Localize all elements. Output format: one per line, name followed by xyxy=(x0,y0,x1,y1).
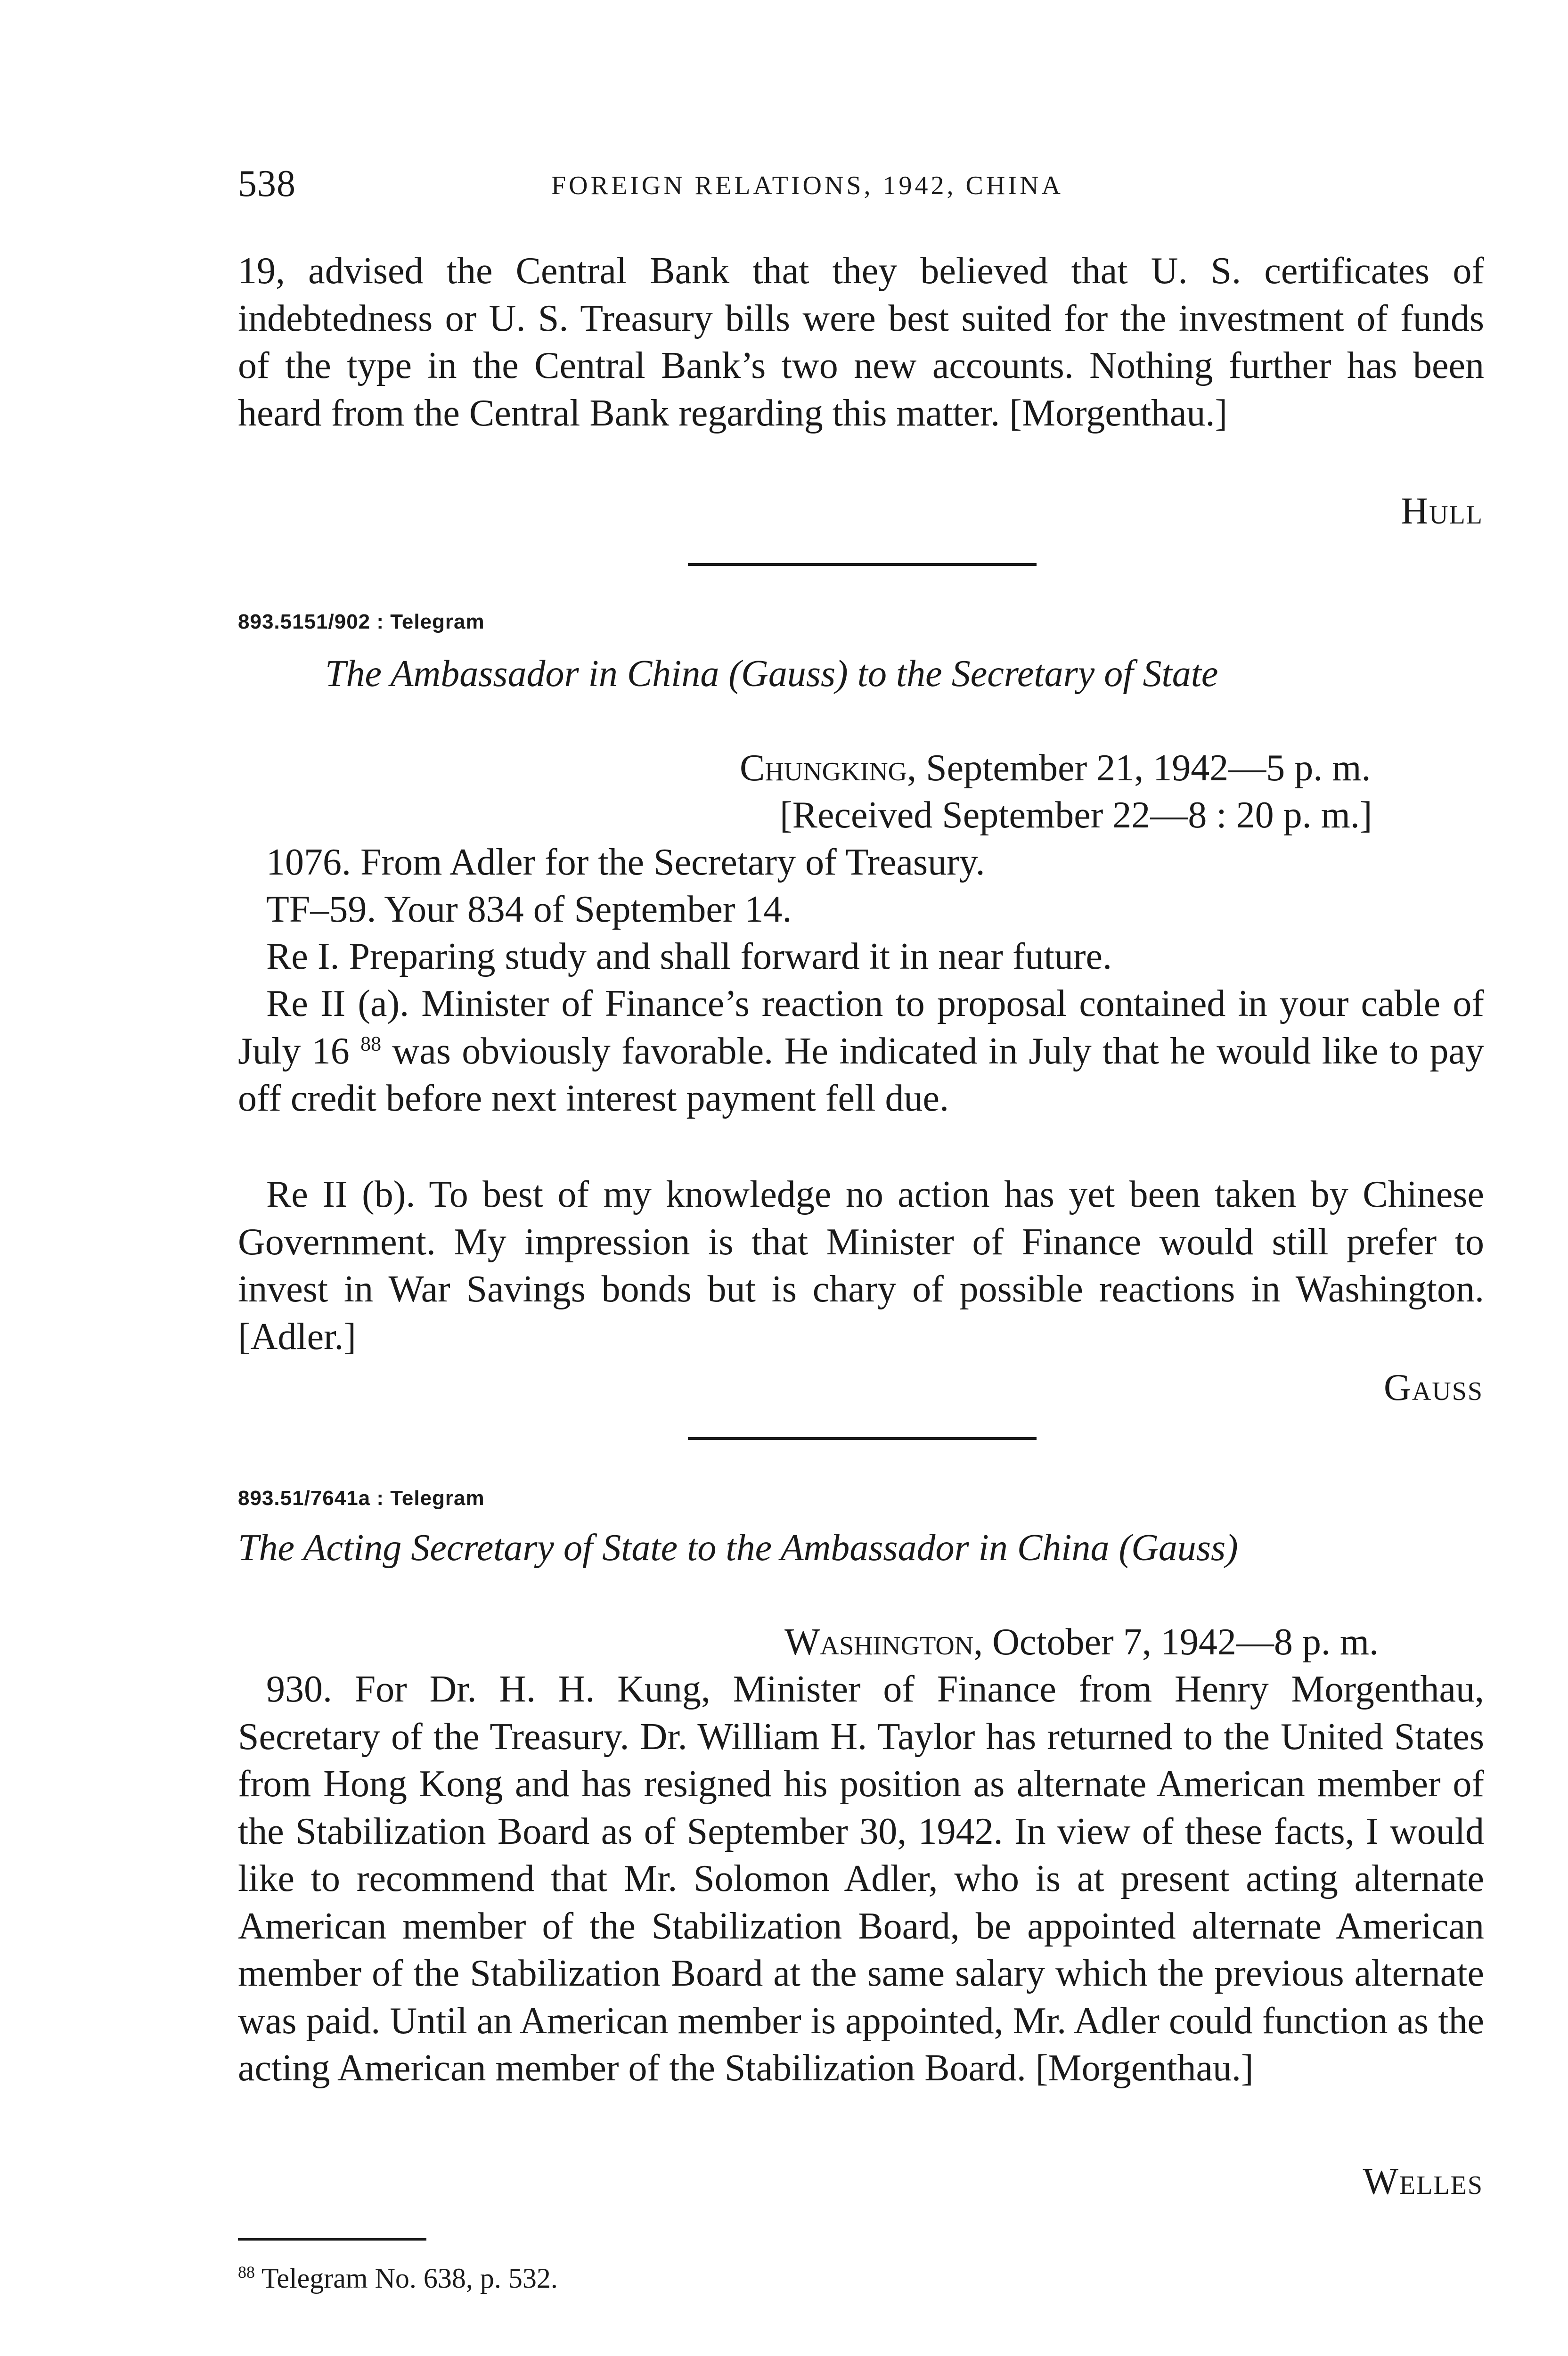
signature-gauss: Gauss xyxy=(1384,1367,1483,1408)
footnote-text: Telegram No. 638, p. 532. xyxy=(255,2263,558,2294)
paragraph-text: Re II (a). Minister of Finance’s reaction to proposal contained in your cable of July 16 xyxy=(238,983,1484,1072)
message-line: 1076. From Adler for the Secretary of Treasury. xyxy=(266,842,985,883)
paragraph-text: was obviously favorable. He indicated in July that he would like to pay off credit before next interest payment fell due. xyxy=(238,1030,1485,1119)
page-number: 538 xyxy=(238,163,296,205)
footnote-rule xyxy=(238,2238,426,2241)
received-line: [Received September 22—8 : 20 p. m.] xyxy=(780,794,1372,836)
footnote xyxy=(238,2262,558,2295)
signature-hull: Hull xyxy=(1401,491,1483,532)
section-divider xyxy=(688,563,1037,566)
paragraph-re-iib: Re II (b). To best of my knowledge no action has yet been taken by Chinese Government. My impression is that Minister of Finance would still prefer to invest in War Savings bonds but is chary of possible reactions in Washington. [Adler.] xyxy=(238,1174,1484,1358)
dateline xyxy=(784,1619,1379,1666)
signature-welles: Welles xyxy=(1363,2161,1483,2202)
paragraph-930: 930. For Dr. H. H. Kung, Minister of Finance from Henry Morgenthau, Secretary of the Treasury. Dr. William H. Taylor has returned to the United States from Hong Kong and has resigned his position as alternate American member of the Stabilization Board as of September 30, 1942. In view of these facts, I would like to recommend that Mr. Solomon Adler, who is at present acting alternate American member of the Stabilization Board, be appointed alternate American member of the Stabilization Board at the same salary which the previous alternate was paid. Until an American member is appointed, Mr. Adler could function as the acting American member of the Stabilization Board. [Morgenthau.] xyxy=(238,1669,1484,2089)
dateline-place: Washington xyxy=(784,1621,974,1663)
continuation-paragraph: 19, advised the Central Bank that they believed that U. S. certificates of indebtedness or U. S. Treasury bills were best suited for the investment of funds of the type in the Central Bank’s two new accounts. Nothing further has been heard from the Central Bank regarding this matter. [Morgenthau.] xyxy=(238,250,1484,434)
file-reference: 893.5151/902 : Telegram xyxy=(238,610,485,633)
paragraph-re-iia xyxy=(238,980,1484,1122)
message-line: TF–59. Your 834 of September 14. xyxy=(266,889,792,930)
dateline xyxy=(740,744,1371,792)
file-reference: 893.51/7641a : Telegram xyxy=(238,1487,485,1510)
document-title: The Ambassador in China (Gauss) to the Secretary of State xyxy=(325,653,1218,695)
message-line: Re I. Preparing study and shall forward it in near future. xyxy=(266,936,1112,977)
dateline-place: Chungking xyxy=(740,747,907,789)
footnote-mark: 88 xyxy=(238,2263,255,2282)
dateline-date: , September 21, 1942—5 p. m. xyxy=(907,747,1371,789)
document-title: The Acting Secretary of State to the Ambassador in China (Gauss) xyxy=(238,1527,1238,1569)
section-divider xyxy=(688,1437,1037,1440)
footnote-reference: 88 xyxy=(360,1031,382,1055)
dateline-date: , October 7, 1942—8 p. m. xyxy=(973,1621,1379,1663)
running-head: FOREIGN RELATIONS, 1942, CHINA xyxy=(551,171,1063,200)
